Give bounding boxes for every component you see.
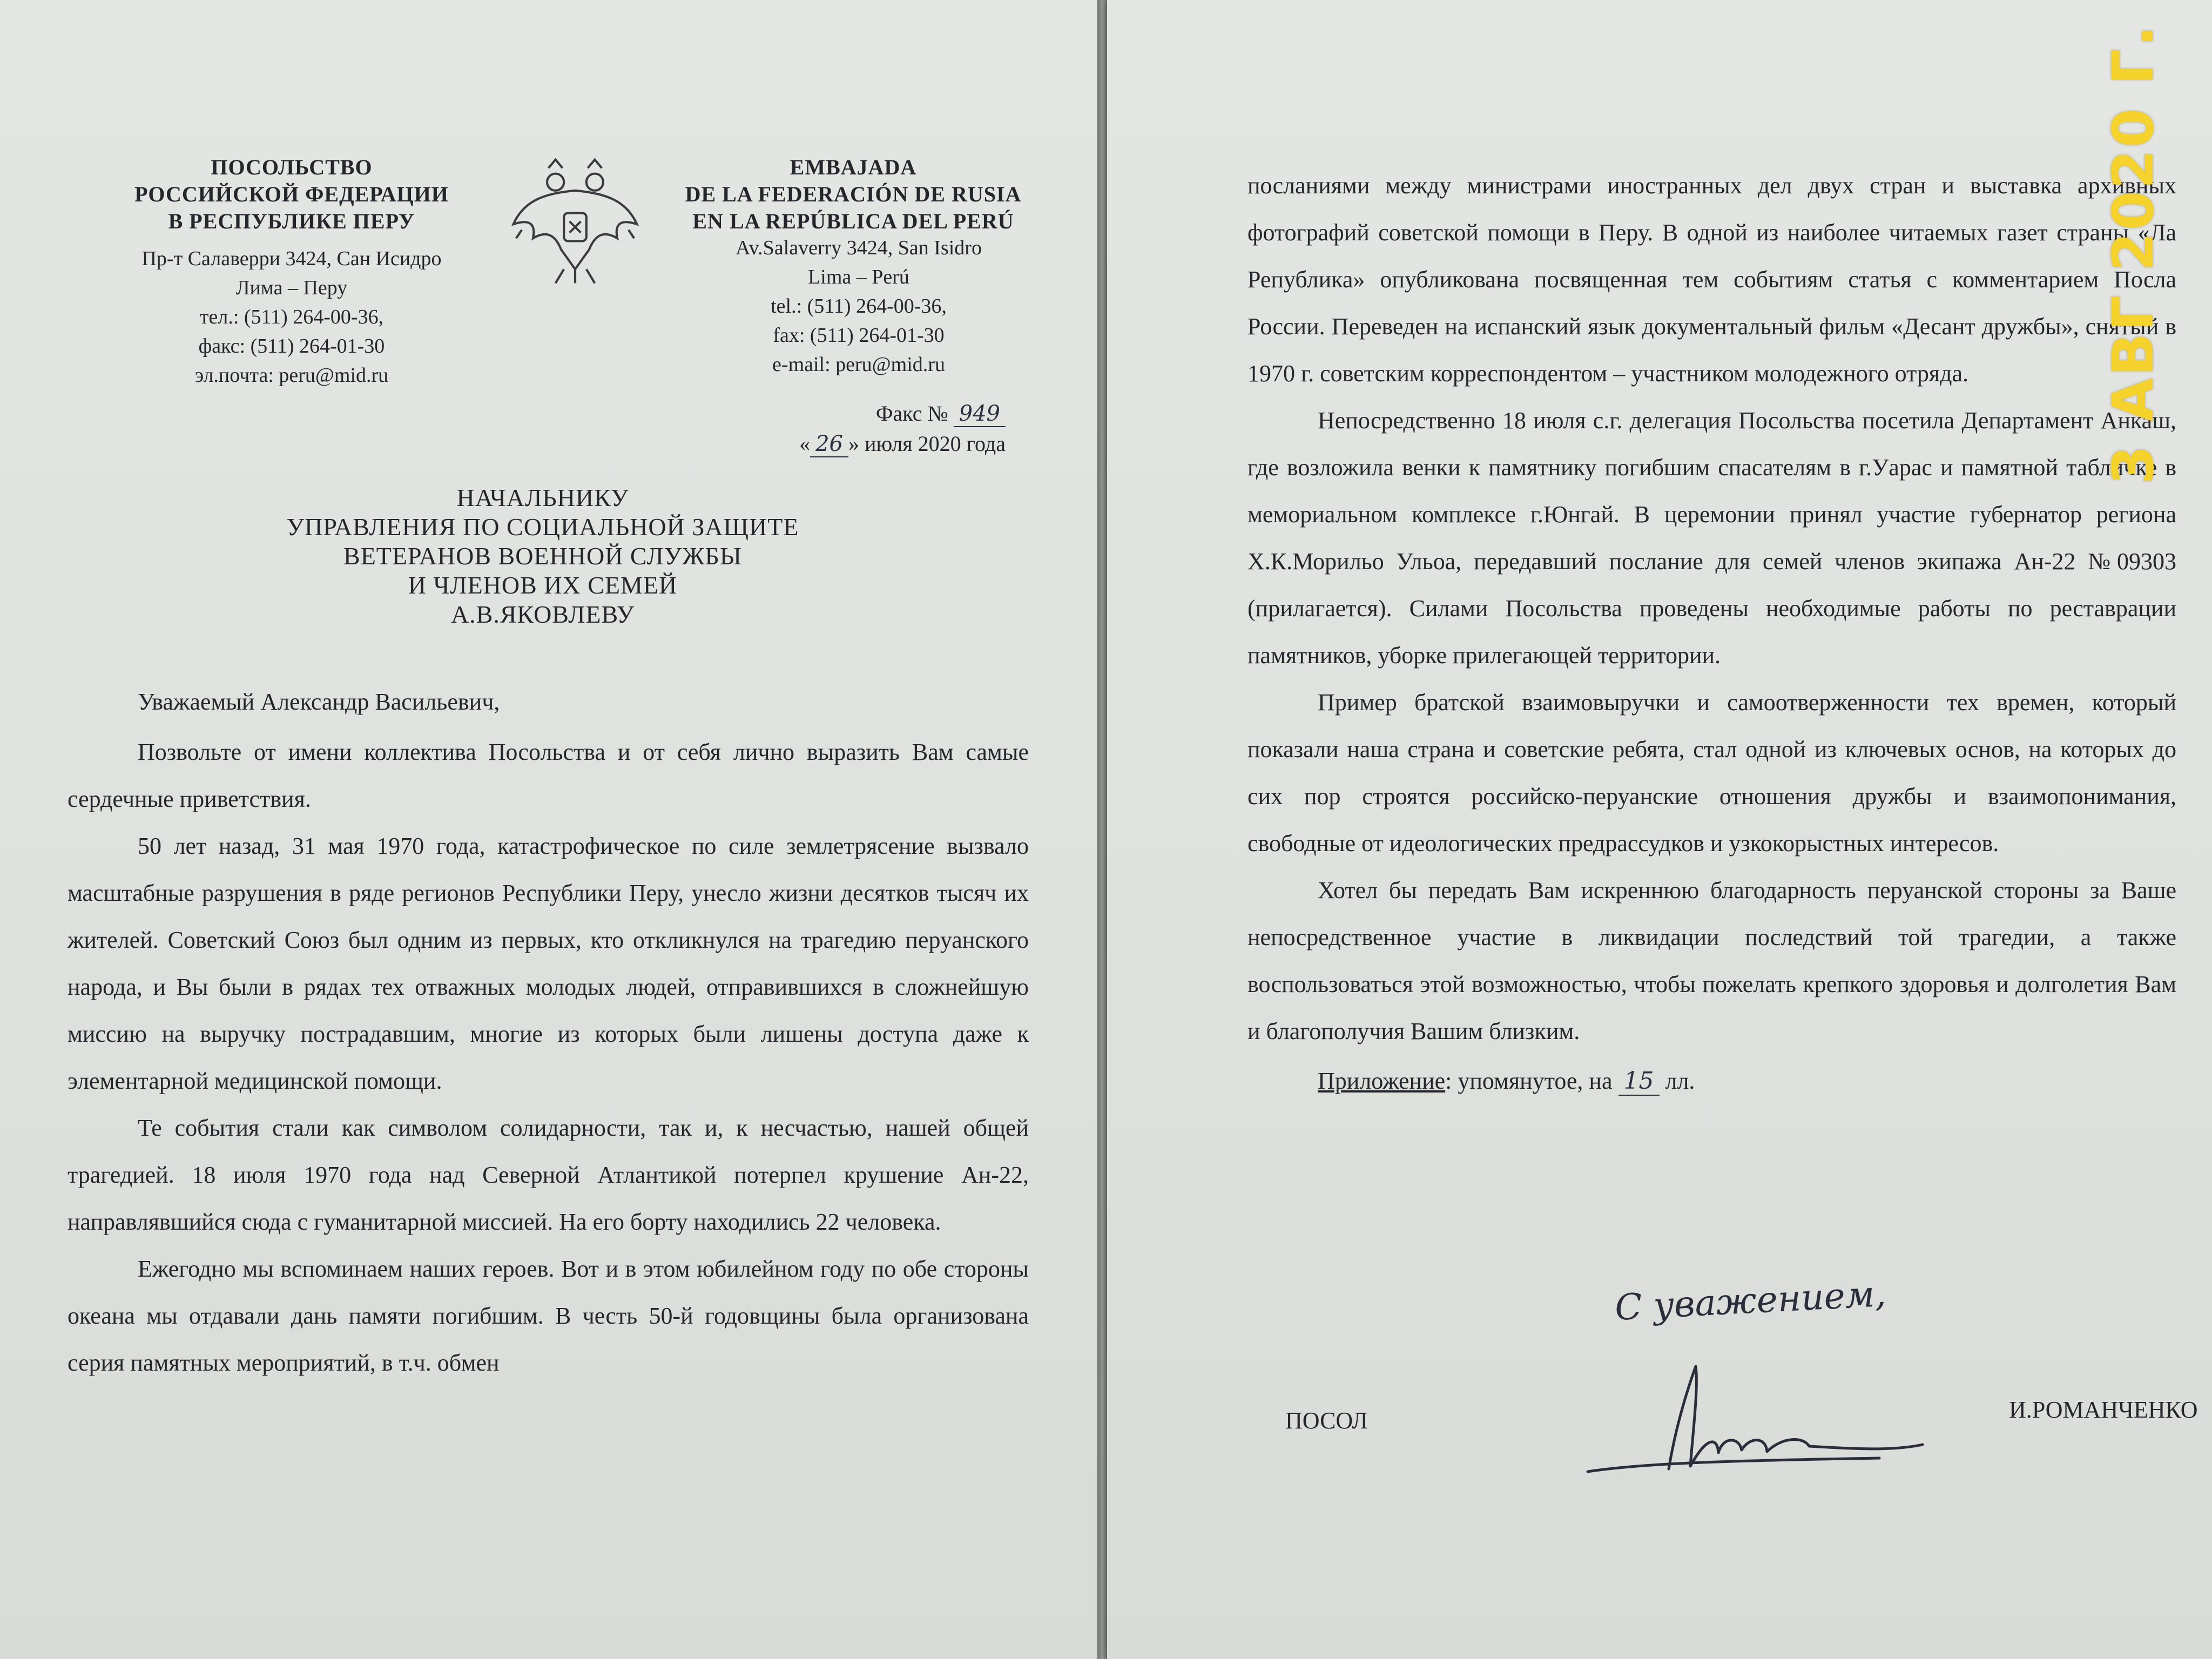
fax-number-handwritten: 949 bbox=[954, 401, 1006, 427]
letterhead-line: DE LA FEDERACIÓN DE RUSIA bbox=[685, 182, 1022, 206]
body-paragraph: Хотел бы передать Вам искреннюю благодарность перуанской стороны за Ваше непосредственное участие в ликвидации последствий той трагедии, а также воспользоваться этой возможностью, чтобы пожелать крепкого здоровья и долголетия Вам и благополучия Вашим близким. bbox=[1247, 877, 2176, 1044]
address-line: тел.: (511) 264-00-36, bbox=[199, 306, 384, 328]
addressee-line: А.В.ЯКОВЛЕВУ bbox=[450, 601, 635, 628]
double-headed-eagle-emblem bbox=[505, 151, 645, 292]
body-paragraph: 50 лет назад, 31 мая 1970 года, катастрофическое по силе землетрясение вызвало масштабные разрушения в ряде регионов Республики Перу, унесло жизни десятков тысяч их жителей. Советский Союз был одним из первых, кто откликнулся на трагедию перуанского народа, и Вы были в рядах тех отважных молодых людей, отправившихся в сложнейшую миссию на выручку пострадавшим, многие из которых были лишены доступа даже к элементарной медицинской помощи. bbox=[68, 833, 1029, 1094]
addressee-block bbox=[194, 483, 891, 629]
letterhead-line: EMBAJADA bbox=[790, 155, 917, 179]
quote-open: « bbox=[799, 431, 811, 456]
fax-date-text: июля 2020 года bbox=[864, 431, 1006, 456]
addressee-line: УПРАВЛЕНИЯ ПО СОЦИАЛЬНОЙ ЗАЩИТЕ bbox=[286, 513, 799, 541]
fax-label: Факс № bbox=[875, 401, 948, 426]
addressee-line: ВЕТЕРАНОВ ВОЕННОЙ СЛУЖБЫ bbox=[343, 542, 742, 570]
handwritten-closing: С уважением, bbox=[1614, 1272, 1887, 1329]
addressee-line: И ЧЛЕНОВ ИХ СЕМЕЙ bbox=[408, 571, 678, 599]
body-paragraph: Позвольте от имени коллектива Посольства и от себя лично выразить Вам самые сердечные приветствия. bbox=[68, 739, 1029, 812]
ambassador-signature bbox=[1577, 1355, 1933, 1496]
fax-number-line bbox=[799, 399, 1006, 429]
address-line: Lima – Perú bbox=[808, 266, 909, 288]
fax-day-handwritten: 26 bbox=[810, 431, 848, 457]
letterhead-line: РОССИЙСКОЙ ФЕДЕРАЦИИ bbox=[134, 182, 449, 206]
signer-title: ПОСОЛ bbox=[1285, 1407, 1368, 1434]
quote-close: » bbox=[848, 431, 859, 456]
body-paragraph: Пример братской взаимовыручки и самоотверженности тех времен, который показали наша страна и советские ребята, стал одной из ключевых основ, на которых до сих пор строятся российско-перуанские отношения дружбы и взаимопонимания, свободные от идеологических предрассудков и узкокорыстных интересов. bbox=[1247, 689, 2176, 857]
photo-date-stamp bbox=[2098, 23, 2168, 485]
appendix-pages-handwritten: 15 bbox=[1618, 1067, 1660, 1096]
salutation: Уважаемый Александр Васильевич, bbox=[138, 689, 500, 715]
appendix-text: : упомянутое, на bbox=[1445, 1068, 1613, 1094]
address-russian bbox=[103, 244, 481, 390]
address-line: e-mail: peru@mid.ru bbox=[772, 353, 945, 376]
page-divider bbox=[1097, 0, 1107, 1659]
address-line: эл.почта: peru@mid.ru bbox=[194, 364, 389, 387]
fax-info bbox=[799, 399, 1006, 459]
fax-date-line bbox=[799, 429, 1006, 459]
addressee-line: НАЧАЛЬНИКУ bbox=[456, 484, 629, 511]
body-paragraph: Непосредственно 18 июля с.г. делегация Посольства посетила Департамент Анкаш, где возложила венки к памятнику погибшим спасателям в г.Уарас и памятной табличке в мемориальном комплексе г.Юнгай. В церемонии принял участие губернатор региона Х.К.Морильо Ульоа, передавший послание для семей членов экипажа Ан-22 №09303 (прилагается). Силами Посольства проведены необходимые работы по реставрации памятников, уборке прилегающей территории. bbox=[1247, 407, 2176, 669]
letterhead-line: В РЕСПУБЛИКЕ ПЕРУ bbox=[168, 209, 415, 233]
appendix-line bbox=[1247, 1057, 2176, 1105]
address-line: tel.: (511) 264-00-36, bbox=[771, 295, 947, 318]
letter-body-page-2 bbox=[1247, 162, 2176, 1105]
address-line: Av.Salaverry 3424, San Isidro bbox=[736, 237, 982, 259]
body-paragraph: посланиями между министрами иностранных дел двух стран и выставка архивных фотографий советской помощи в Перу. В одной из наиболее читаемых газет страны «Ла Република» опубликована посвященная тем событиям статья с комментарием Посла России. Переведен на испанский язык документальный фильм «Десант дружбы», снятый в 1970 г. советским корреспондентом – участником молодежного отряда. bbox=[1247, 172, 2176, 387]
address-line: fax: (511) 264-01-30 bbox=[773, 324, 945, 347]
date-stamp-text: 3 АВГ 2020 Г. bbox=[2100, 23, 2166, 485]
signer-name: И.РОМАНЧЕНКО bbox=[2009, 1397, 2198, 1423]
address-line: Лима – Перу bbox=[235, 276, 348, 299]
letter-body-page-1 bbox=[68, 678, 1029, 1386]
body-paragraph: Ежегодно мы вспоминаем наших героев. Вот и в этом юбилейном году по обе стороны океана мы отдавали дань памяти погибшим. В честь 50-й годовщины была организована серия памятных мероприятий, в т.ч. обмен bbox=[68, 1256, 1029, 1376]
address-line: Пр-т Салаверри 3424, Сан Исидро bbox=[141, 247, 442, 270]
address-line: факс: (511) 264-01-30 bbox=[198, 335, 385, 358]
letter-page-1 bbox=[0, 0, 1097, 1659]
appendix-suffix: лл. bbox=[1665, 1068, 1695, 1094]
appendix-label: Приложение bbox=[1318, 1068, 1446, 1094]
address-spanish bbox=[675, 233, 1042, 379]
letterhead-russian bbox=[103, 154, 481, 235]
letterhead-line: ПОСОЛЬСТВО bbox=[211, 155, 373, 179]
letterhead-line: EN LA REPÚBLICA DEL PERÚ bbox=[692, 209, 1014, 233]
body-paragraph: Те события стали как символом солидарности, так и, к несчастью, нашей общей трагедией. 18 июля 1970 года над Северной Атлантикой потерпел крушение Ан-22, направлявшийся сюда с гуманитарной миссией. На его борту находились 22 человека. bbox=[68, 1115, 1029, 1235]
letterhead-spanish bbox=[664, 154, 1042, 235]
